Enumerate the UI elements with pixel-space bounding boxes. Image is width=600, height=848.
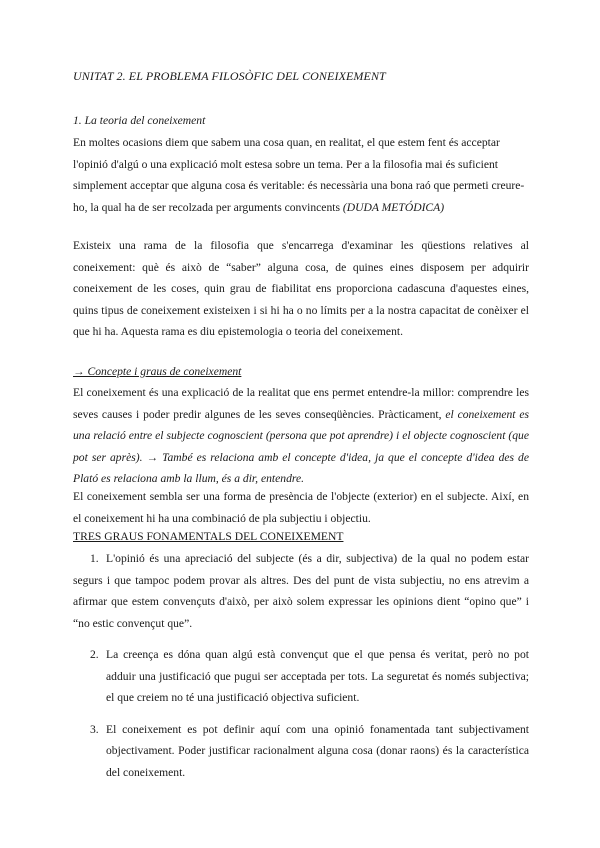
paragraph-epistemology: Existeix una rama de la filosofia que s'encarrega d'examinar les qüestions relatives al coneixement: què és això de “saber” alguna cosa, de quines eines disposem per adquirir coneixement de les coses, quin grau de fiabilitat ens proporciona cadascuna d'aquestes eines, quins tipus de coneixement existeixen i si hi ha o no límits per a la nostra capacitat de conèixer el que hi ha. Aquesta rama es diu epistemologia o teoria del coneixement. (73, 239, 529, 338)
list-item-text: El coneixement es pot definir aquí com una opinió fonamentada tant subjectivament objectivament. Poder justificar racionalment alguna cosa (donar raons) és la característica del coneixement. (106, 722, 529, 779)
section-heading-theory: 1. La teoria del coneixement (73, 114, 206, 127)
list-item (73, 644, 529, 709)
list-item-text: La creença es dóna quan algú està convençut que el que pensa és veritat, però no pot adduir una justificació que pugui ser acceptada per tots. La seguretat és només subjectiva; el que creiem no té una justificació objectiva suficient. (106, 648, 529, 704)
paragraph-concept-italic: el coneixement es una relació entre el subjecte cognoscient (persona que pot aprendre) i el objecte cognoscient (que pot ser après). → També es relaciona amb el concepte d'idea, ja que el concepte d'idea des de Plató es relaciona amb la llum, és a dir, entendre. (73, 407, 529, 485)
page-title: UNITAT 2. EL PROBLEMA FILOSÒFIC DEL CONEIXEMENT (73, 69, 386, 83)
paragraph-presence: El coneixement sembla ser una forma de presència de l'objecte (exterior) en el subjecte. Així, en el coneixement hi ha una combinació de pla subjectiu i objectiu. (73, 490, 529, 525)
section-heading-concept: → Concepte i graus de coneixement (73, 365, 242, 378)
paragraph-theory-intro-italic: (DUDA METÓDICA) (342, 200, 445, 214)
list-item (73, 719, 529, 784)
list-item-text: L'opinió és una apreciació del subjecte (és a dir, subjectiva) de la qual no podem estar segurs i que tampoc podem provar als altres. Des del punt de vista subjectiu, no ens atrevim a afirmar que estem convençuts d'això, per això solem expressar les opinions dient “opino que” i “no estic convençut que”. (73, 552, 529, 630)
list-item-number: 1. (90, 552, 99, 565)
list-item-number: 3. (90, 722, 99, 736)
paragraph-concept-text: El coneixement és una explicació de la realitat que ens permet entendre-la millor: comprendre les seves causes i poder predir algunes de les seves conseqüències. Pràcticament, (73, 386, 529, 421)
subheading-three-degrees: TRES GRAUS FONAMENTALS DEL CONEIXEMENT (73, 530, 344, 543)
list-item (73, 548, 529, 634)
paragraph-theory-intro-text: En moltes ocasions diem que sabem una cosa quan, en realitat, el que estem fent és acceptar l'opinió d'algú o una explicació molt estesa sobre un tema. Per a la filosofia mai és suficient simplement acceptar que alguna cosa és veritable: és necessària una bona raó que permeti creure-ho, la qual ha de ser recolzada per arguments convincents (73, 136, 525, 214)
paragraph-theory-intro (73, 132, 529, 218)
paragraph-concept (73, 382, 529, 490)
degrees-list (73, 548, 529, 783)
list-item-number: 2. (90, 648, 99, 661)
